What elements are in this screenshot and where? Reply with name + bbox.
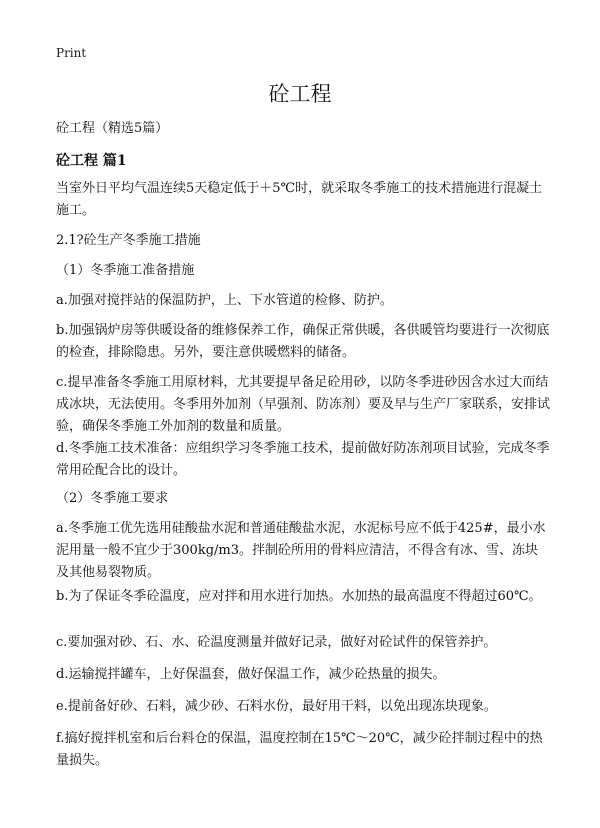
list-item: b.加强锅炉房等供暖设备的维修保养工作，确保正常供暖，各供暖管均要进行一次彻底的检查，排除隐患。另外，要注意供暖燃料的储备。 [56,323,550,360]
page-title: 砼工程 [268,82,332,106]
list-item: e.提前备好砂、石料，减少砂、石料水份，最好用干料，以免出现冻块现象。 [56,699,497,714]
print-link[interactable]: Print [56,46,87,60]
section-heading: 砼工程 篇1 [56,153,127,169]
subsection-heading: 2.1?砼生产冬季施工措施 [56,233,201,248]
list-item: c.要加强对砂、石、水、砼温度测量并做好记录，做好对砼试件的保管养护。 [56,635,497,650]
list-item: f.搞好搅拌机室和后台料仓的保温，温度控制在15℃～20℃，减少砼拌制过程中的热量损失。 [56,731,543,768]
list-item: a.冬季施工优先选用硅酸盐水泥和普通硅酸盐水泥，水泥标号应不低于425#，最小水泥用量一般不宜少于300kg/m3。拌制砼所用的骨料应清洁，不得含有冰、雪、冻块及其他易裂物质。 [56,521,546,580]
document-subtitle: 砼工程（精选5篇） [56,121,169,136]
list-item: b.为了保证冬季砼温度，应对拌和用水进行加热。水加热的最高温度不得超过60℃。 [56,589,542,604]
list-item: d.冬季施工技术准备：应组织学习冬季施工技术，提前做好防冻剂项目试验，完成冬季常用砼配合比的设计。 [56,441,550,478]
list-heading: （1）冬季施工准备措施 [56,263,195,278]
paragraph: 当室外日平均气温连续5天稳定低于＋5℃时，就采取冬季施工的技术措施进行混凝土施工。 [56,181,543,218]
list-item: c.提早准备冬季施工用原材料，尤其要提早备足砼用砂，以防冬季进砂因含水过大而结成冰块，无法使用。冬季用外加剂（早强剂、防冻剂）要及早与生产厂家联系，安排试验，确保冬季施工外加剂的数量和质量。 [56,375,551,434]
list-heading: （2）冬季施工要求 [56,491,169,506]
list-item: d.运输搅拌罐车，上好保温套，做好保温工作，减少砼热量的损失。 [56,667,446,682]
list-item: a.加强对搅拌站的保温防护，上、下水管道的检修、防护。 [56,293,393,308]
